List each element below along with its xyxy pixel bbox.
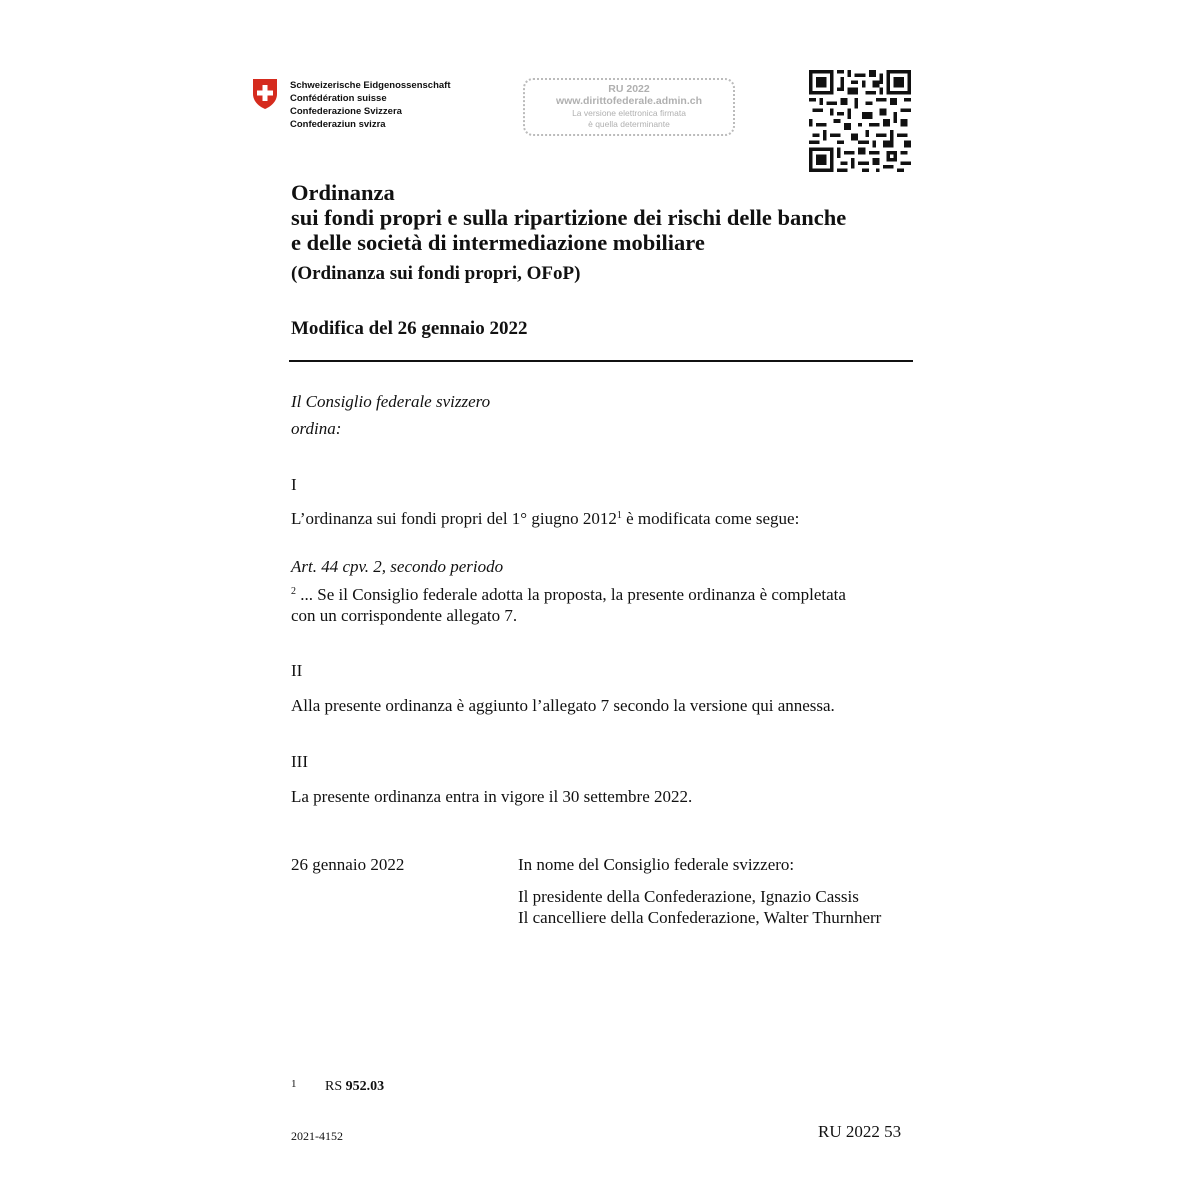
- section-numeral-iii: III: [291, 752, 308, 771]
- signature-on-behalf: In nome del Consiglio federale svizzero:: [518, 855, 795, 874]
- title-divider: [289, 360, 913, 362]
- preamble-authority: Il Consiglio federale svizzero: [291, 392, 491, 411]
- section-numeral-ii: II: [291, 661, 303, 680]
- confederation-names: [290, 79, 451, 131]
- title-line-1: Ordinanza: [291, 180, 395, 205]
- signature-president: Il presidente della Confederazione, Ignazio Cassis: [518, 887, 859, 906]
- swiss-cross-icon: [252, 78, 278, 110]
- article-paragraph-line-1: [291, 584, 846, 606]
- ru-reference: RU 2022 53: [818, 1122, 902, 1141]
- modification-date: Modifica del 26 gennaio 2022: [291, 318, 528, 339]
- document-number: 2021-4152: [291, 1129, 343, 1143]
- confederation-name-rm: Confederaziun svizra: [290, 119, 386, 130]
- official-stamp: [523, 78, 735, 136]
- stamp-line-4: è quella determinante: [588, 119, 670, 129]
- qr-code-icon: [809, 70, 911, 172]
- confederation-name-fr: Confédération suisse: [290, 93, 387, 104]
- footnote: [291, 1078, 384, 1095]
- title-line-2: sui fondi propri e sulla ripartizione dei rischi delle banche: [291, 205, 847, 230]
- short-title: (Ordinanza sui fondi propri, OFoP): [291, 263, 581, 284]
- section-i-intro-rest: è modificata come segue:: [621, 509, 800, 528]
- footnote-prefix: RS: [325, 1079, 346, 1094]
- article-paragraph-line-2: con un corrispondente allegato 7.: [291, 606, 518, 625]
- preamble-verb: ordina:: [291, 419, 342, 438]
- section-iii-text: La presente ordinanza entra in vigore il 30 settembre 2022.: [291, 787, 693, 806]
- footnote-ref: 952.03: [345, 1079, 385, 1094]
- section-i-intro-text: L’ordinanza sui fondi propri del 1° giugno 2012: [291, 509, 617, 528]
- stamp-line-1: RU 2022: [608, 83, 650, 95]
- signature-chancellor: Il cancelliere della Confederazione, Walter Thurnherr: [518, 908, 882, 927]
- section-numeral-i: I: [291, 475, 297, 494]
- article-heading: Art. 44 cpv. 2, secondo periodo: [291, 557, 504, 576]
- paragraph-text-1: ... Se il Consiglio federale adotta la proposta, la presente ordinanza è completata: [296, 585, 846, 604]
- title-line-3: e delle società di intermediazione mobiliare: [291, 230, 705, 255]
- signature-date: 26 gennaio 2022: [291, 855, 405, 874]
- stamp-line-3: La versione elettronica firmata: [572, 108, 686, 118]
- footnote-mark: 1: [291, 1078, 297, 1090]
- footnote-reference: 1: [616, 510, 622, 521]
- section-ii-text: Alla presente ordinanza è aggiunto l’allegato 7 secondo la versione qui annessa.: [291, 696, 835, 715]
- confederation-name-de: Schweizerische Eidgenossenschaft: [290, 80, 451, 91]
- ordinance-title: [291, 180, 846, 286]
- paragraph-number: 2: [291, 586, 296, 597]
- confederation-name-it: Confederazione Svizzera: [290, 106, 402, 117]
- section-i-intro: [291, 508, 799, 530]
- stamp-line-2: www.dirittofederale.admin.ch: [555, 95, 703, 107]
